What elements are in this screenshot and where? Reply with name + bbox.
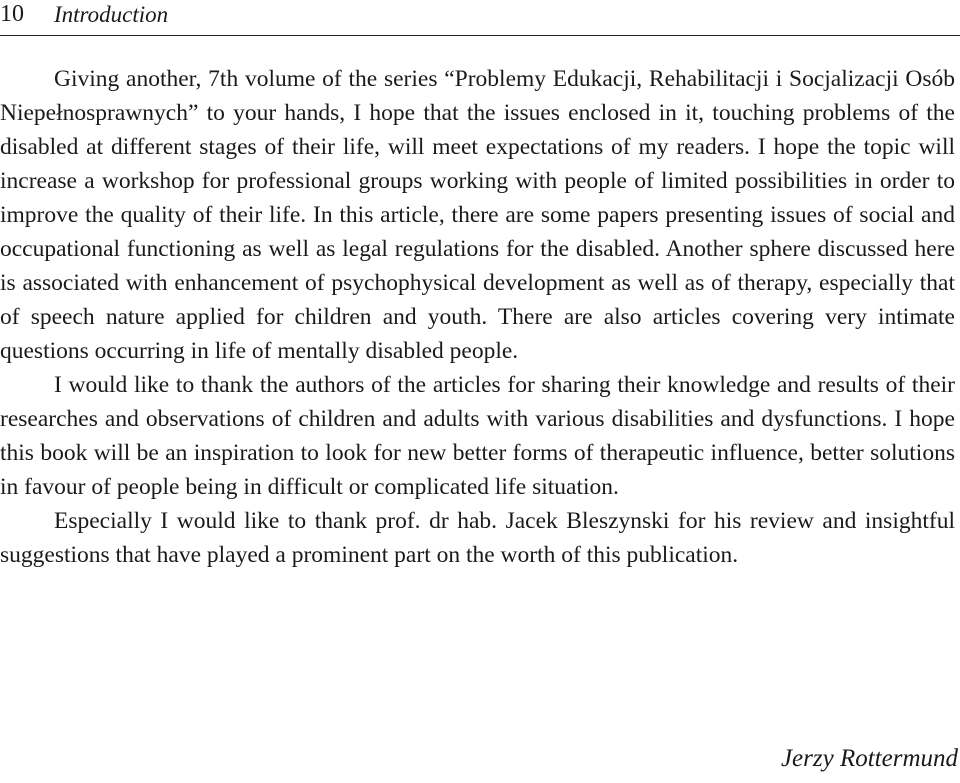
introduction-body — [0, 62, 955, 572]
author-signature: Jerzy Rottermund — [780, 745, 958, 772]
paragraph-2: I would like to thank the authors of the articles for sharing their knowledge and results of their researches and observations of children and adults with various disabilities and dysfunctions. I hope this book will be an inspiration to look for new better forms of therapeutic influence, better solutions in favour of people being in difficult or complicated life situation. — [0, 372, 955, 500]
running-title: Introduction — [54, 2, 169, 27]
paragraph-1: Giving another, 7th volume of the series “Problemy Edukacji, Rehabilitacji i Socjalizacji Osób Niepełnosprawnych” to your hands, I hope that the issues enclosed in it, touching problems of the disabled at different stages of their life, will meet expectations of my readers. I hope the topic will increase a workshop for professional groups working with people of limited possibilities in order to improve the quality of their life. In this article, there are some papers presenting issues of social and occupational functioning as well as legal regulations for the disabled. Another sphere discussed here is associated with enhancement of psychophysical development as well as of therapy, especially that of speech nature applied for children and youth. There are also articles covering very intimate questions occurring in life of mentally disabled people. — [0, 66, 955, 364]
running-header — [0, 0, 960, 36]
paragraph-3: Especially I would like to thank prof. dr hab. Jacek Bleszynski for his review and insightful suggestions that have played a prominent part on the worth of this publication. — [0, 508, 955, 568]
page-number: 10 — [0, 1, 24, 27]
